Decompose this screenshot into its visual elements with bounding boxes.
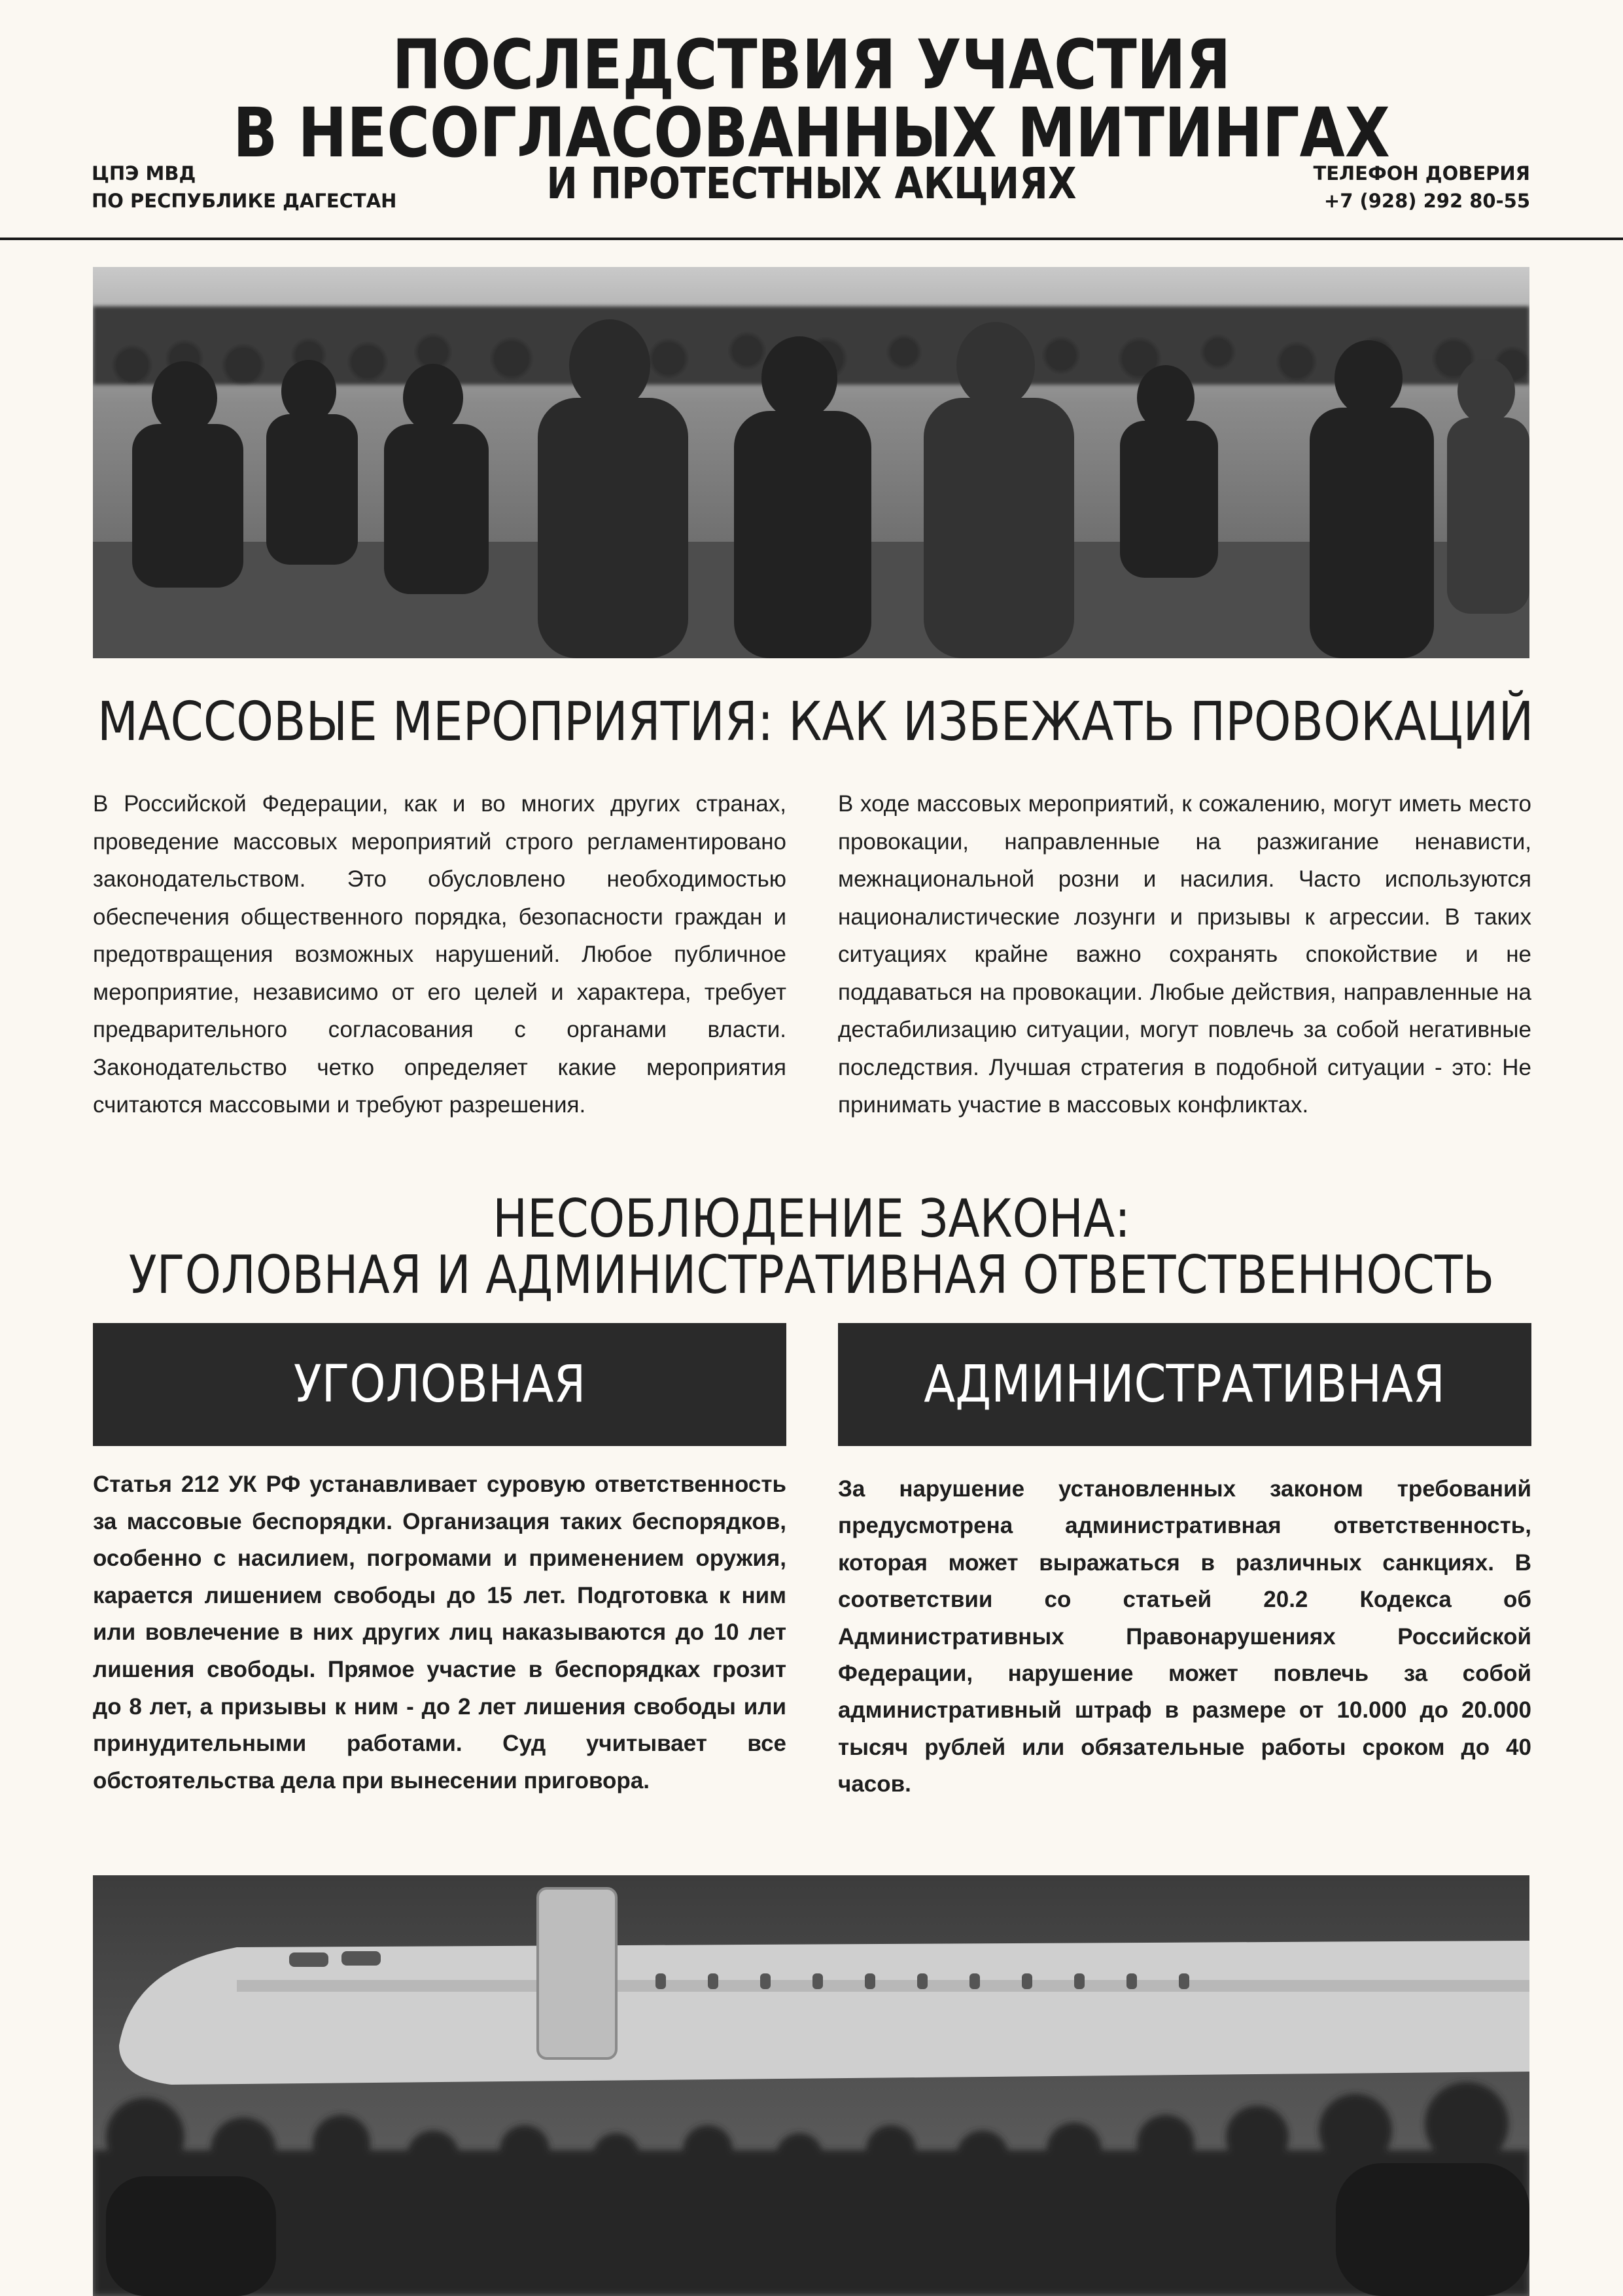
org-line-2: ПО РЕСПУБЛИКЕ ДАГЕСТАН [92,190,397,212]
organization-label [92,160,396,215]
criminal-liability-label: УГОЛОВНАЯ [293,1355,586,1414]
criminal-liability-box [93,1323,786,1446]
administrative-liability-label: АДМИНИСТРАТИВНАЯ [924,1355,1446,1414]
law-heading-line-2: УГОЛОВНАЯ И АДМИНИСТРАТИВНАЯ ОТВЕТСТВЕННОСТЬ [128,1245,1495,1305]
mass-events-right-paragraph: В ходе массовых мероприятий, к сожалению, могут иметь место провокации, направленные на разжигание ненависти, межнациональной розни и насилия. Часто используются националистические лозунги и призывы к агрессии. В таких ситуациях крайне важно сохранять спокойствие и не поддаваться на провокации. Любые действия, направленные на дестабилизацию ситуации, могут повлечь за собой негативные последствия. Лучшая стратегия в подобной ситуации - это: Не принимать участие в массовых конфликтах. [838,791,1531,1118]
mass-events-heading: МАССОВЫЕ МЕРОПРИЯТИЯ: КАК ИЗБЕЖАТЬ ПРОВОКАЦИЙ [97,691,1534,753]
hotline-block [1313,160,1530,215]
airplane-crowd-photo [93,1875,1529,2296]
hotline-number: +7 (928) 292 80-55 [1323,190,1530,212]
crowd-photo [93,267,1529,658]
org-line-1: ЦПЭ МВД [92,162,196,185]
administrative-liability-text: За нарушение установленных законом требований предусмотрена административная ответственность, которая может выражаться в различных санкциях. В соответствии со статьей 20.2 Кодекса об Административных Правонарушениях Российской Федерации, нарушение может повлечь за собой административный штраф в размере от 10.000 до 20.000 тысяч рублей или обязательные работы сроком до 40 часов. [838,1476,1531,1797]
hotline-label: ТЕЛЕФОН ДОВЕРИЯ [1313,162,1530,185]
mass-events-left-paragraph: В Российской Федерации, как и во многих других странах, проведение массовых мероприятий строго регламентировано законодательством. Это обусловлено необходимостью обеспечения общественного порядка, безопасности граждан и предотвращения возможных нарушений. Любое публичное мероприятие, независимо от его целей и характера, требует предварительного согласования с органами власти. Законодательство четко определяет какие мероприятия считаются массовыми и требуют разрешения. [93,791,786,1118]
title-line-2: В НЕСОГЛАСОВАННЫХ МИТИНГАХ [233,93,1390,173]
header-divider [0,238,1623,240]
administrative-liability-box [838,1323,1531,1446]
title-line-1: ПОСЛЕДСТВИЯ УЧАСТИЯ [392,25,1231,105]
title-line-3: И ПРОТЕСТНЫХ АКЦИЯХ [546,158,1077,209]
law-heading-line-1: НЕСОБЛЮДЕНИЕ ЗАКОНА: [493,1188,1130,1249]
criminal-liability-text: Статья 212 УК РФ устанавливает суровую ответственность за массовые беспорядки. Организация таких беспорядков, особенно с насилием, погромами и применением оружия, карается лишением свободы до 15 лет. Подготовка к ним или вовлечение в них других лиц наказываются до 10 лет лишения свободы. Прямое участие в беспорядках грозит до 8 лет, а призывы к ним - до 2 лет лишения свободы или принудительными работами. Суд учитывает все обстоятельства дела при вынесении приговора. [93,1472,786,1793]
